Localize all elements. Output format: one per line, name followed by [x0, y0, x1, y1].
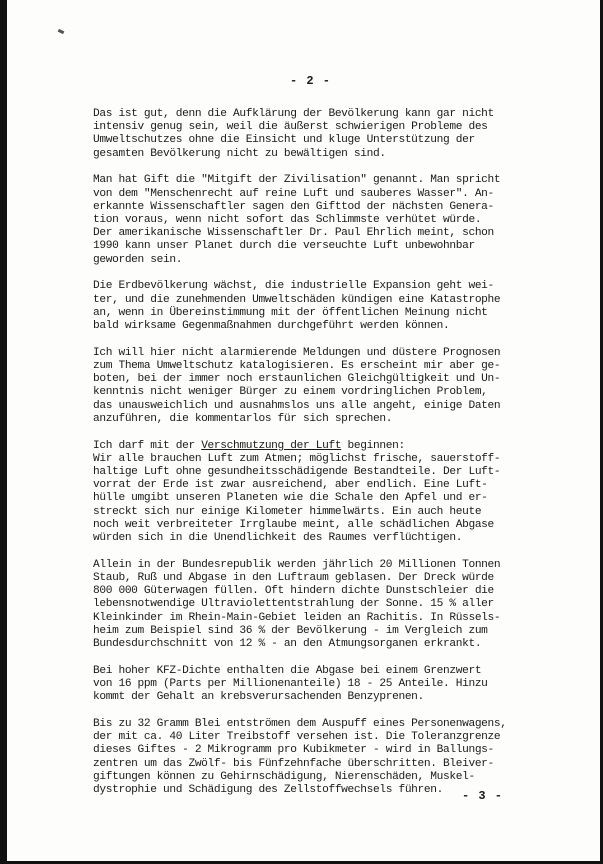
text-line: 1990 kann unser Planet durch die verseuchte Luft unbewohnbar: [93, 240, 475, 253]
text-line: intensiv genug sein, weil die äußerst schwierigen Probleme des: [93, 121, 488, 134]
paragraph-8: [93, 718, 563, 797]
text-line: Kleinkinder im Rhein-Main-Gebiet leiden an Rachitis. In Rüssels-: [93, 611, 501, 624]
section-intro-line: [93, 440, 563, 453]
page-number: - 2 -: [290, 74, 332, 88]
text-line: Umweltschutzes ohne die Einsicht und kluge Unterstützung der: [93, 134, 475, 147]
text-line: Ich will hier nicht alarmierende Meldungen und düstere Prognosen: [93, 346, 501, 359]
text-line: Wir alle brauchen Luft zum Atmen; möglichst frische, sauerstoff-: [93, 452, 501, 465]
text-line: geworden sein.: [93, 253, 183, 266]
scan-speck: [58, 29, 65, 34]
text-line: das unausweichlich und ausnahmslos uns alle angeht, einige Daten: [93, 399, 501, 412]
text-line: der mit ca. 40 Liter Treibstoff versehen ist. Die Toleranzgrenze: [93, 731, 501, 744]
text-line: Bei hoher KFZ-Dichte enthalten die Abgase bei einem Grenzwert: [93, 664, 482, 677]
text-line: Die Erdbevölkerung wächst, die industrielle Expansion geht wei-: [93, 280, 494, 293]
paragraph-7: [93, 665, 563, 705]
text-line: boten, bei der immer noch erstaunlichen Gleichgültigkeit und Un-: [93, 373, 501, 386]
paragraph-2: [93, 174, 563, 266]
text-line: von 16 ppm (Parts per Millionenanteile) 18 - 25 Anteile. Hinzu: [93, 678, 488, 691]
text-line: tion voraus, wenn nicht sofort das Schlimmste verhütet würde.: [93, 214, 482, 227]
text-line: haltige Luft ohne gesundheitsschädigende Bestandteile. Der Luft-: [93, 466, 501, 479]
text-line: Bis zu 32 Gramm Blei entströmen dem Auspuff eines Personenwagens,: [93, 718, 507, 731]
text-line: Allein in der Bundesrepublik werden jährlich 20 Millionen Tonnen: [93, 558, 501, 571]
text-line: Man hat Gift die "Mitgift der Zivilisation" genannt. Man spricht: [93, 174, 501, 187]
intro-text-end: beginnen:: [341, 439, 405, 452]
underlined-topic: Verschmutzung der Luft: [201, 439, 342, 452]
scan-border-left: [0, 0, 7, 864]
paragraph-4: [93, 347, 563, 426]
text-line: zentren um das Zwölf- bis Fünfzehnfache überschritten. Bleiver-: [93, 757, 494, 770]
text-line: Der amerikanische Wissenschaftler Dr. Paul Ehrlich meint, schon: [93, 227, 494, 240]
paragraph-6: [93, 559, 563, 651]
text-line: heim zum Beispiel sind 36 % der Bevölkerung - im Vergleich zum: [93, 624, 488, 637]
text-line: gesamten Bevölkerung nicht zu bewältigen sind.: [93, 147, 386, 160]
intro-text: Ich darf mit der: [93, 439, 202, 452]
text-line: bald wirksame Gegenmaßnahmen durchgeführt werden können.: [93, 320, 450, 333]
text-line: vorrat der Erde ist zwar ausreichend, aber endlich. Eine Luft-: [93, 479, 488, 492]
body-text: [93, 108, 563, 811]
text-line: erkannte Wissenschaftler sagen den Gifttod der nächsten Genera-: [93, 200, 494, 213]
text-line: 800 000 Güterwagen füllen. Oft hindern dichte Dunstschleier die: [93, 585, 494, 598]
text-line: lebensnotwendige Ultraviolettentstrahlung der Sonne. 15 % aller: [93, 598, 494, 611]
next-page-marker: - 3 -: [462, 789, 504, 803]
text-line: Bundesdurchschnitt von 12 % - an den Atmungsorganen erkrankt.: [93, 638, 482, 651]
text-line: dystrophie und Schädigung des Zellstoffwechsels führen.: [93, 784, 443, 797]
text-line: dieses Giftes - 2 Mikrogramm pro Kubikmeter - wird in Ballungs-: [93, 744, 494, 757]
text-line: streckt sich nur einige Kilometer himmelwärts. Ein auch heute: [93, 505, 482, 518]
text-line: Das ist gut, denn die Aufklärung der Bevölkerung kann gar nicht: [93, 108, 494, 120]
text-line: kenntnis nicht weniger Bürger zu einem vordringlichen Problem,: [93, 386, 488, 399]
text-line: Staub, Ruß und Abgase in den Luftraum geblasen. Der Dreck würde: [93, 572, 494, 585]
text-line: von dem "Menschenrecht auf reine Luft und sauberes Wasser". An-: [93, 187, 494, 200]
text-line: ter, und die zunehmenden Umweltschäden kündigen eine Katastrophe: [93, 293, 501, 306]
text-line: an, wenn in Übereinstimmung mit der öffentlichen Meinung nicht: [93, 306, 488, 319]
text-line: würden sich in die Unendlichkeit des Raumes verflüchtigen.: [93, 532, 463, 545]
text-line: zum Thema Umweltschutz katalogisieren. Es erscheint mir aber ge-: [93, 360, 501, 373]
text-line: giftungen können zu Gehirnschädigung, Nierenschäden, Muskel-: [93, 770, 475, 783]
text-line: hülle umgibt unseren Planeten wie die Schale den Apfel und er-: [93, 492, 488, 505]
paragraph-3: [93, 280, 563, 333]
paragraph-1: [93, 108, 563, 161]
text-line: noch weit verbreiteter Irrglaube meint, alle schädlichen Abgase: [93, 518, 494, 531]
text-line: anzuführen, die kommentarlos für sich sprechen.: [93, 412, 393, 425]
text-line: kommt der Gehalt an krebsverursachenden Benzyprenen.: [93, 691, 424, 704]
paragraph-5: [93, 440, 563, 546]
